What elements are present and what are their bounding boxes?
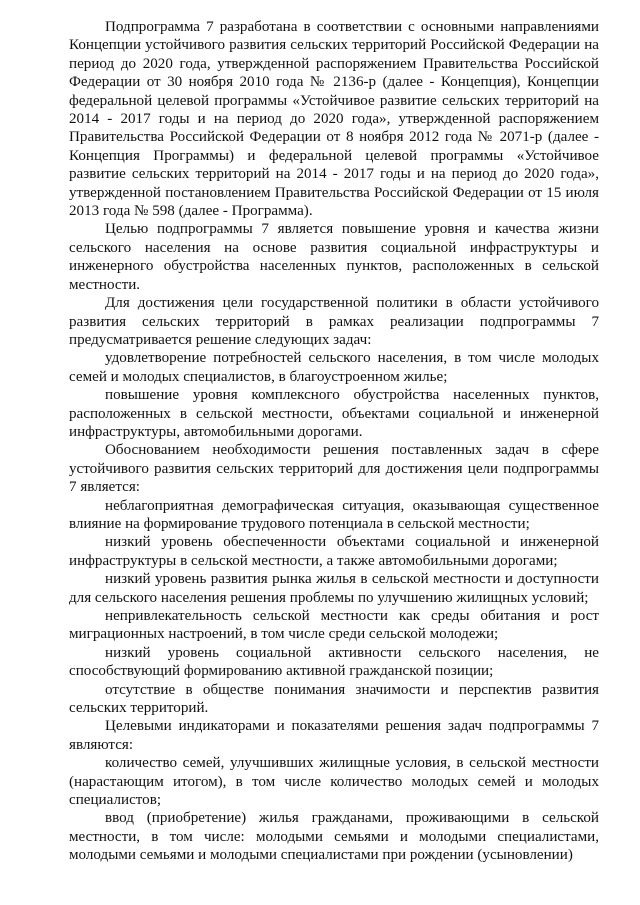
document-page (69, 18, 599, 865)
paragraph: Целевыми индикаторами и показателями решения задач подпрограммы 7 являются: (69, 718, 599, 753)
paragraph: отсутствие в обществе понимания значимости и перспектив развития сельских территорий. (69, 681, 599, 717)
paragraph: неблагоприятная демографическая ситуация, оказывающая существенное влияние на формирование трудового потенциала в сельской местности; (69, 497, 599, 532)
paragraph: Для достижения цели государственной политики в области устойчивого развития сельских территорий в рамках реализации подпрограммы 7 предусматривается решение следующих задач: (69, 295, 599, 348)
paragraph: Подпрограмма 7 разработана в соответствии с основными направлениями Концепции устойчивого развития сельских территорий Российской Федерации на период до 2020 года, утвержденной распоряжением Правительства Российской Федерации от 30 ноября 2010 года № 2136-р (далее - Концепция), Концепции федеральной целевой программы «Устойчивое развитие сельских территорий на 2014 - 2017 годы и на период до 2020 года», утвержденной распоряжением Правительства Российской Федерации от 8 ноября 2012 года № 2071-р (далее - Концепция Программы) и федеральной целевой программы «Устойчивое развитие сельских территорий на 2014 - 2017 годы и на период до 2020 года», утвержденной постановлением Правительства Российской Федерации от 15 июля 2013 года № 598 (далее - Программа). (69, 19, 599, 220)
paragraph: Целью подпрограммы 7 является повышение уровня и качества жизни сельского населения на основе развития социальной инфраструктуры и инженерного обустройства населенных пунктов, расположенных в сельской местности. (69, 221, 599, 293)
paragraph: Обоснованием необходимости решения поставленных задач в сфере устойчивого развития сельских территорий для достижения цели подпрограммы 7 является: (69, 442, 599, 496)
paragraph: низкий уровень развития рынка жилья в сельской местности и доступности для сельского населения решения проблемы по улучшению жилищных условий; (69, 571, 599, 606)
paragraph: ввод (приобретение) жилья гражданами, проживающими в сельской местности, в том числе: молодыми семьями и молодыми специалистами, молодыми семьями и молодыми специалистами при рождении (усыновлении) (69, 810, 599, 864)
paragraph: количество семей, улучшивших жилищные условия, в сельской местности (нарастающим итогом), в том числе количество молодых семей и молодых специалистов; (69, 755, 599, 809)
paragraph: удовлетворение потребностей сельского населения, в том числе молодых семей и молодых специалистов, в благоустроенном жилье; (69, 350, 599, 385)
paragraph: непривлекательность сельской местности как среды обитания и рост миграционных настроений, в том числе среди сельской молодежи; (69, 608, 599, 643)
paragraph: низкий уровень обеспеченности объектами социальной и инженерной инфраструктуры в сельской местности, а также автомобильными дорогами; (69, 534, 599, 569)
paragraph: низкий уровень социальной активности сельского населения, не способствующий формированию активной гражданской позиции; (69, 644, 599, 680)
paragraph: повышение уровня комплексного обустройства населенных пунктов, расположенных в сельской местности, объектами социальной и инженерной инфраструктуры, автомобильными дорогами. (69, 387, 599, 440)
